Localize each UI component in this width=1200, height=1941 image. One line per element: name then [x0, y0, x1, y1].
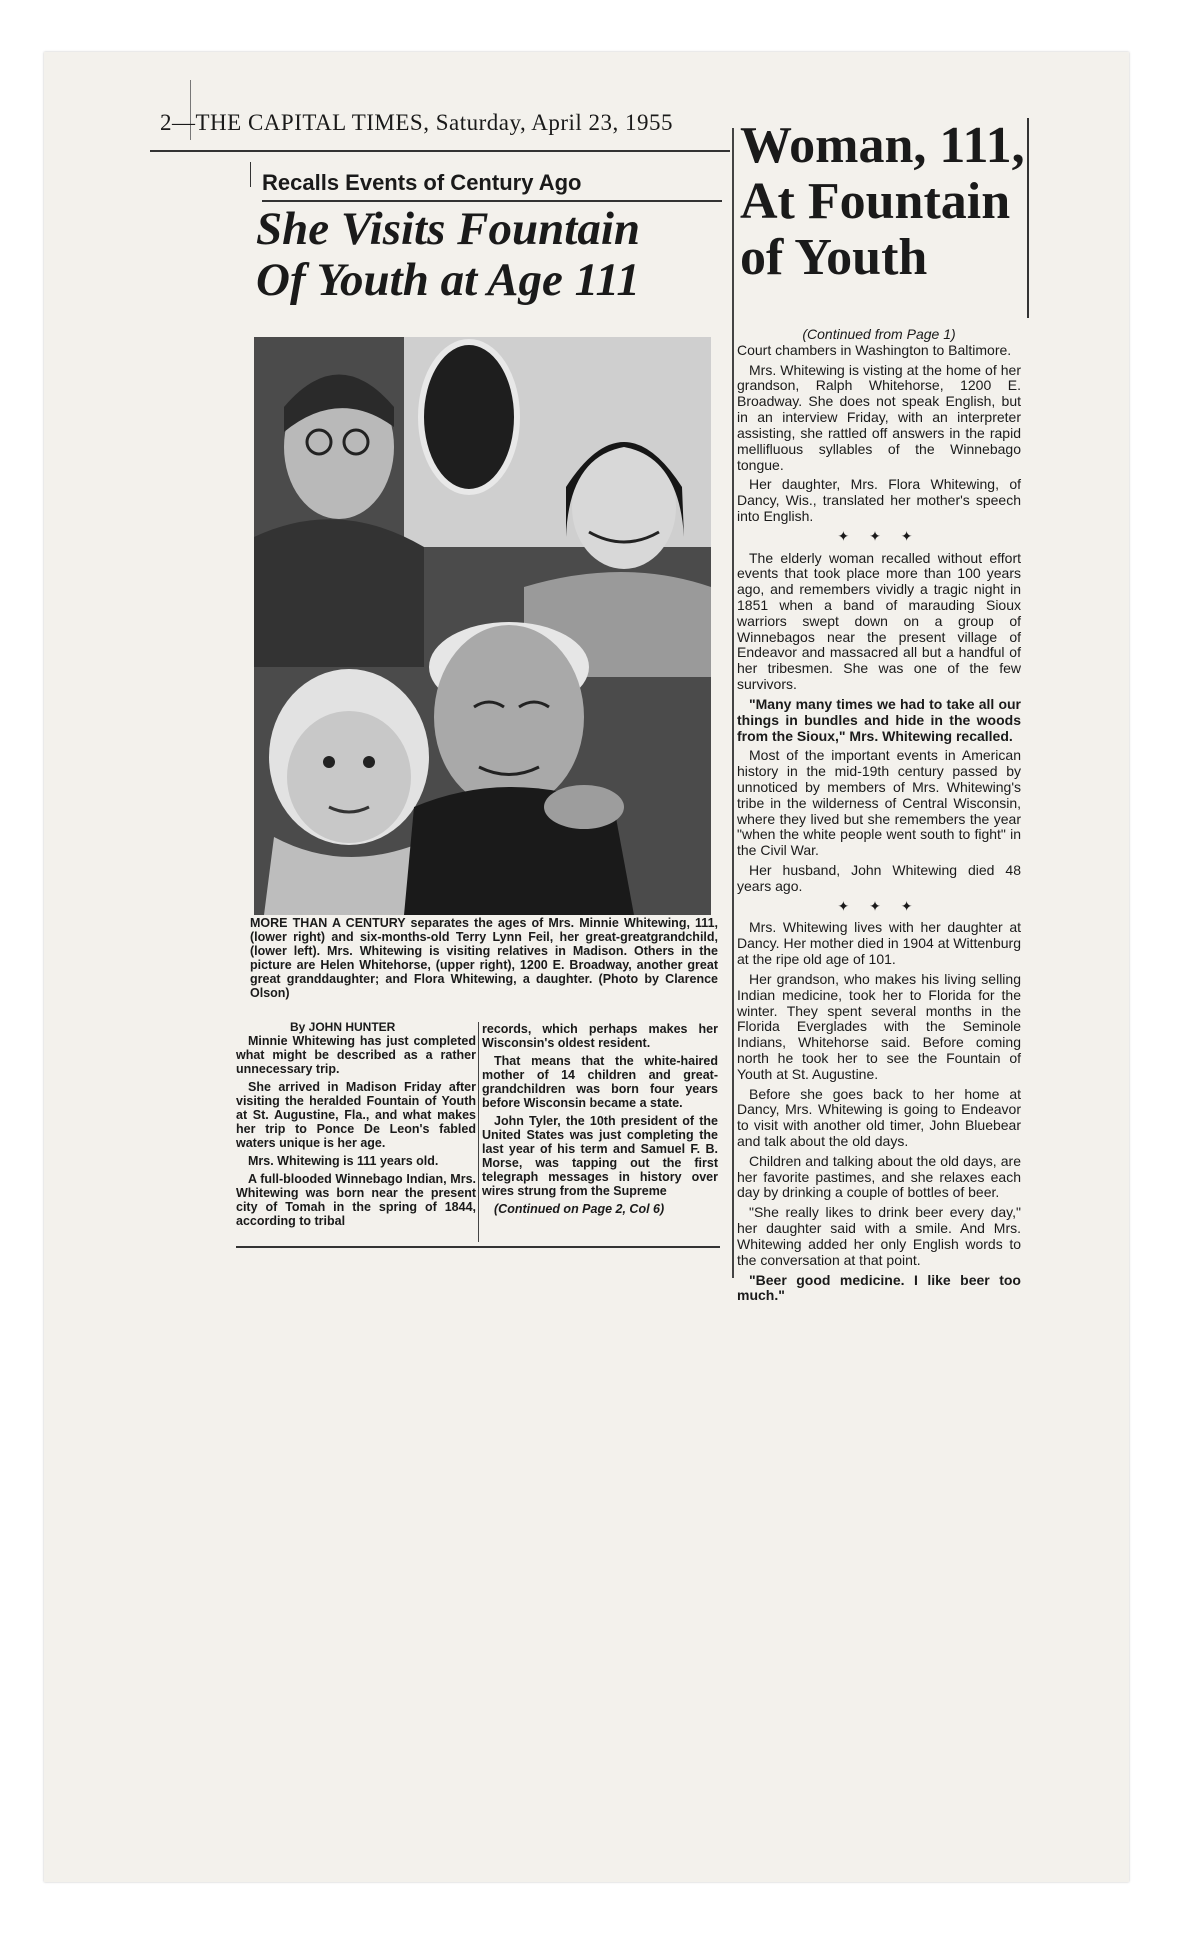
masthead: 2—THE CAPITAL TIMES, Saturday, April 23, 1955 — [160, 110, 674, 135]
paragraph: The elderly woman recalled without effort events that took place more than 100 years ago, and remembers vividly a tragic night in 1851 when a band of marauding Sioux warriors swept down on a group of Winnebagos near the present village of Endeavor and massacred all but a handful of her tribesmen. She was one of the few survivors. — [737, 549, 1021, 693]
paragraph: Her husband, John Whitewing died 48 years ago. — [737, 862, 1021, 894]
continued-notice: (Continued on Page 2, Col 6) — [494, 1202, 665, 1216]
continued-from: (Continued from Page 1) — [802, 326, 956, 342]
column-divider — [732, 128, 734, 1278]
left-headline-line-2: Of Youth at Age 111 — [256, 254, 640, 306]
right-border-rule — [1027, 118, 1029, 318]
left-headline-line-1: She Visits Fountain — [256, 204, 641, 255]
left-headline — [256, 204, 726, 306]
kicker-rule — [262, 200, 722, 202]
quote-paragraph: "Many many times we had to take all our things in bundles and hide in the woods from the Sioux," Mrs. Whitewing recalled. — [737, 695, 1021, 744]
section-break: ✦ ✦ ✦ — [837, 897, 921, 914]
paragraph: John Tyler, the 10th president of the United States was just completing the last year of his term and Samuel F. B. Morse, was tapping out the first telegraph messages in history over wires strung from the Supreme — [482, 1114, 718, 1198]
paragraph: She arrived in Madison Friday after visiting the heralded Fountain of Youth at St. Augustine, Fla., and what makes her trip to Ponce De Leon's fabled waters unique is her age. — [236, 1080, 476, 1150]
kicker: Recalls Events of Century Ago — [262, 170, 582, 195]
byline: By JOHN HUNTER — [290, 1020, 396, 1034]
photo-caption: MORE THAN A CENTURY separates the ages of Mrs. Minnie Whitewing, 111, (lower right) and six-months-old Terry Lynn Feil, her great-greatgrandchild, (lower left). Mrs. Whitewing is visiting relatives in Madison. Others in the picture are Helen Whitehorse, (upper right), 1200 E. Broadway, another great great granddaughter; and Flora Whitewing, a daughter. (Photo by Clarence Olson) — [250, 916, 718, 1000]
paragraph: That means that the white-haired mother of 14 children and great-grandchildren was born four years before Wisconsin became a state. — [482, 1054, 718, 1110]
right-headline — [740, 118, 1030, 286]
photograph-image — [254, 337, 711, 915]
right-headline-line-1: Woman, 111, — [740, 118, 1025, 174]
paragraph: A full-blooded Winnebago Indian, Mrs. Whitewing was born near the present city of Tomah in the spring of 1844, according to tribal — [236, 1172, 476, 1228]
left-column-a — [236, 1034, 476, 1232]
right-headline-line-3: of Youth — [740, 230, 928, 287]
right-column — [737, 327, 1021, 1308]
paragraph: Before she goes back to her home at Dancy, Mrs. Whitewing is going to Endeavor to visit with another old timer, John Bluebear and talk about the old days. — [737, 1085, 1021, 1149]
left-bottom-rule — [236, 1246, 720, 1248]
right-headline-line-2: At Fountain — [740, 174, 1011, 231]
section-break: ✦ ✦ ✦ — [837, 527, 921, 544]
paragraph: Mrs. Whitewing is 111 years old. — [248, 1154, 439, 1168]
paragraph: "She really likes to drink beer every day," her daughter said with a smile. And Mrs. Whitewing added her only English words to the conversation at that point. — [737, 1204, 1021, 1268]
quote-paragraph: "Beer good medicine. I like beer too much." — [737, 1271, 1021, 1304]
paragraph: Mrs. Whitewing lives with her daughter at Dancy. Her mother died in 1904 at Wittenburg at the ripe old age of 101. — [737, 919, 1021, 968]
paragraph: records, which perhaps makes her Wisconsin's oldest resident. — [482, 1022, 718, 1050]
left-column-b — [482, 1022, 718, 1220]
paragraph: Children and talking about the old days, are her favorite pastimes, and she relaxes each day by drinking a couple of bottles of beer. — [737, 1152, 1021, 1201]
paragraph: Her grandson, who makes his living selling Indian medicine, took her to Florida for the winter. They spent several months in the Florida Everglades with the Seminole Indians, Whitehorse said. Before coming north he took her to see the Fountain of Youth at St. Augustine. — [737, 970, 1021, 1082]
paragraph: Mrs. Whitewing is visting at the home of her grandson, Ralph Whitehorse, 1200 E. Broadway. She does not speak English, but in an interview Friday, with an interpreter assisting, she rattled off answers in the rapid mellifluous syllables of the Winnebago tongue. — [737, 361, 1021, 473]
paragraph: Her daughter, Mrs. Flora Whitewing, of Dancy, Wis., translated her mother's speech into English. — [737, 476, 1021, 524]
paragraph: Most of the important events in American history in the mid-19th century passed by unnoticed by members of Mrs. Whitewing's tribe in the wilderness of Central Wisconsin, where they lived but she remembers the year "when the white people went south to fight" in the Civil War. — [737, 747, 1021, 859]
paragraph: Minnie Whitewing has just completed what might be described as a rather unnecessary trip. — [236, 1034, 476, 1076]
paragraph: Court chambers in Washington to Baltimore. — [737, 341, 1012, 358]
family-photograph — [254, 337, 711, 915]
masthead-rule — [150, 150, 730, 152]
column-separator — [478, 1022, 479, 1242]
